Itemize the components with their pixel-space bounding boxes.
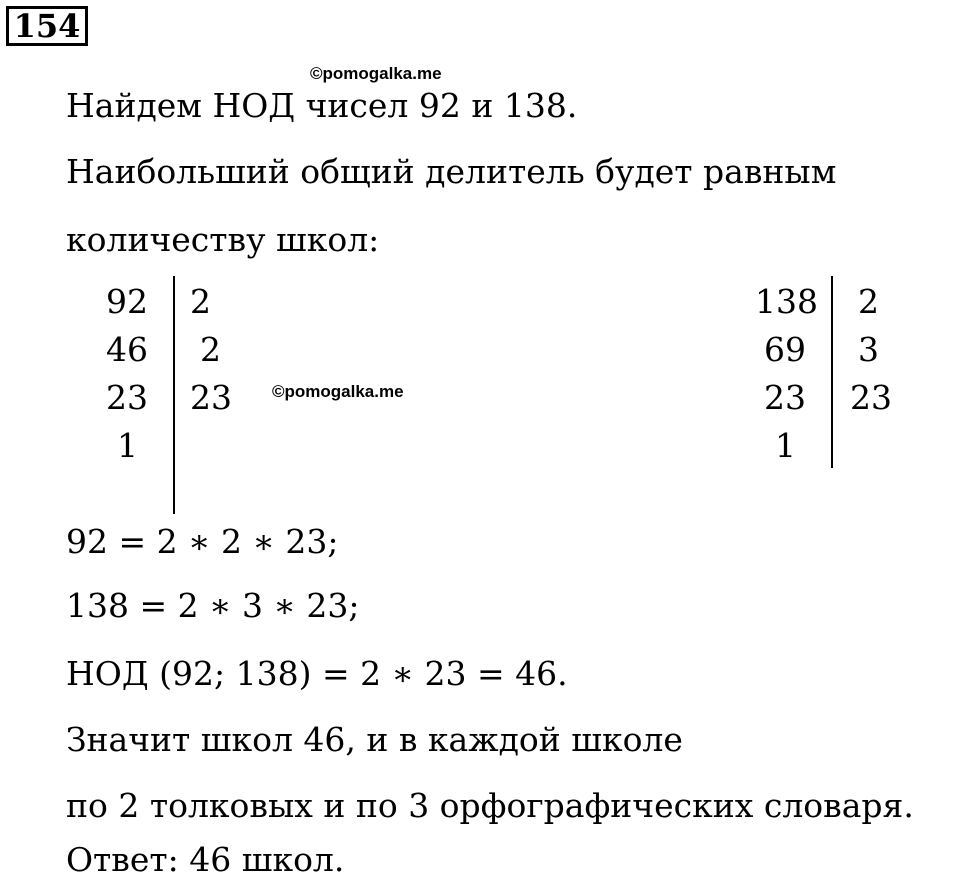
factor-number: 46	[106, 330, 148, 369]
factor-divisor: 3	[858, 330, 879, 369]
result-line: 138 = 2 ∗ 3 ∗ 23;	[66, 586, 360, 625]
intro-line: количеству школ:	[66, 220, 380, 259]
factor-divisor: 2	[858, 282, 879, 321]
watermark: ©pomogalka.me	[272, 382, 404, 401]
intro-line: Наибольший общий делитель будет равным	[66, 152, 837, 191]
factor-number: 23	[106, 378, 148, 417]
factor-divisor: 2	[200, 330, 221, 369]
division-line	[831, 276, 833, 468]
answer-line: Ответ: 46 школ.	[66, 840, 345, 879]
factor-divisor: 23	[190, 378, 232, 417]
result-line: 92 = 2 ∗ 2 ∗ 23;	[66, 522, 339, 561]
result-line: по 2 толковых и по 3 орфографических словаря.	[66, 786, 914, 825]
factor-number: 23	[764, 378, 806, 417]
factor-divisor: 23	[850, 378, 892, 417]
result-line: Значит школ 46, и в каждой школе	[66, 720, 683, 759]
factor-divisor: 2	[190, 282, 211, 321]
division-line	[173, 276, 175, 514]
factor-number: 92	[106, 282, 148, 321]
watermark: ©pomogalka.me	[310, 64, 442, 83]
result-line: НОД (92; 138) = 2 ∗ 23 = 46.	[66, 654, 568, 693]
intro-line: Найдем НОД чисел 92 и 138.	[66, 86, 578, 125]
factor-number: 1	[775, 426, 796, 465]
factor-number: 138	[755, 282, 818, 321]
factor-number: 1	[117, 426, 138, 465]
problem-number: 154	[6, 6, 88, 46]
factor-number: 69	[764, 330, 806, 369]
